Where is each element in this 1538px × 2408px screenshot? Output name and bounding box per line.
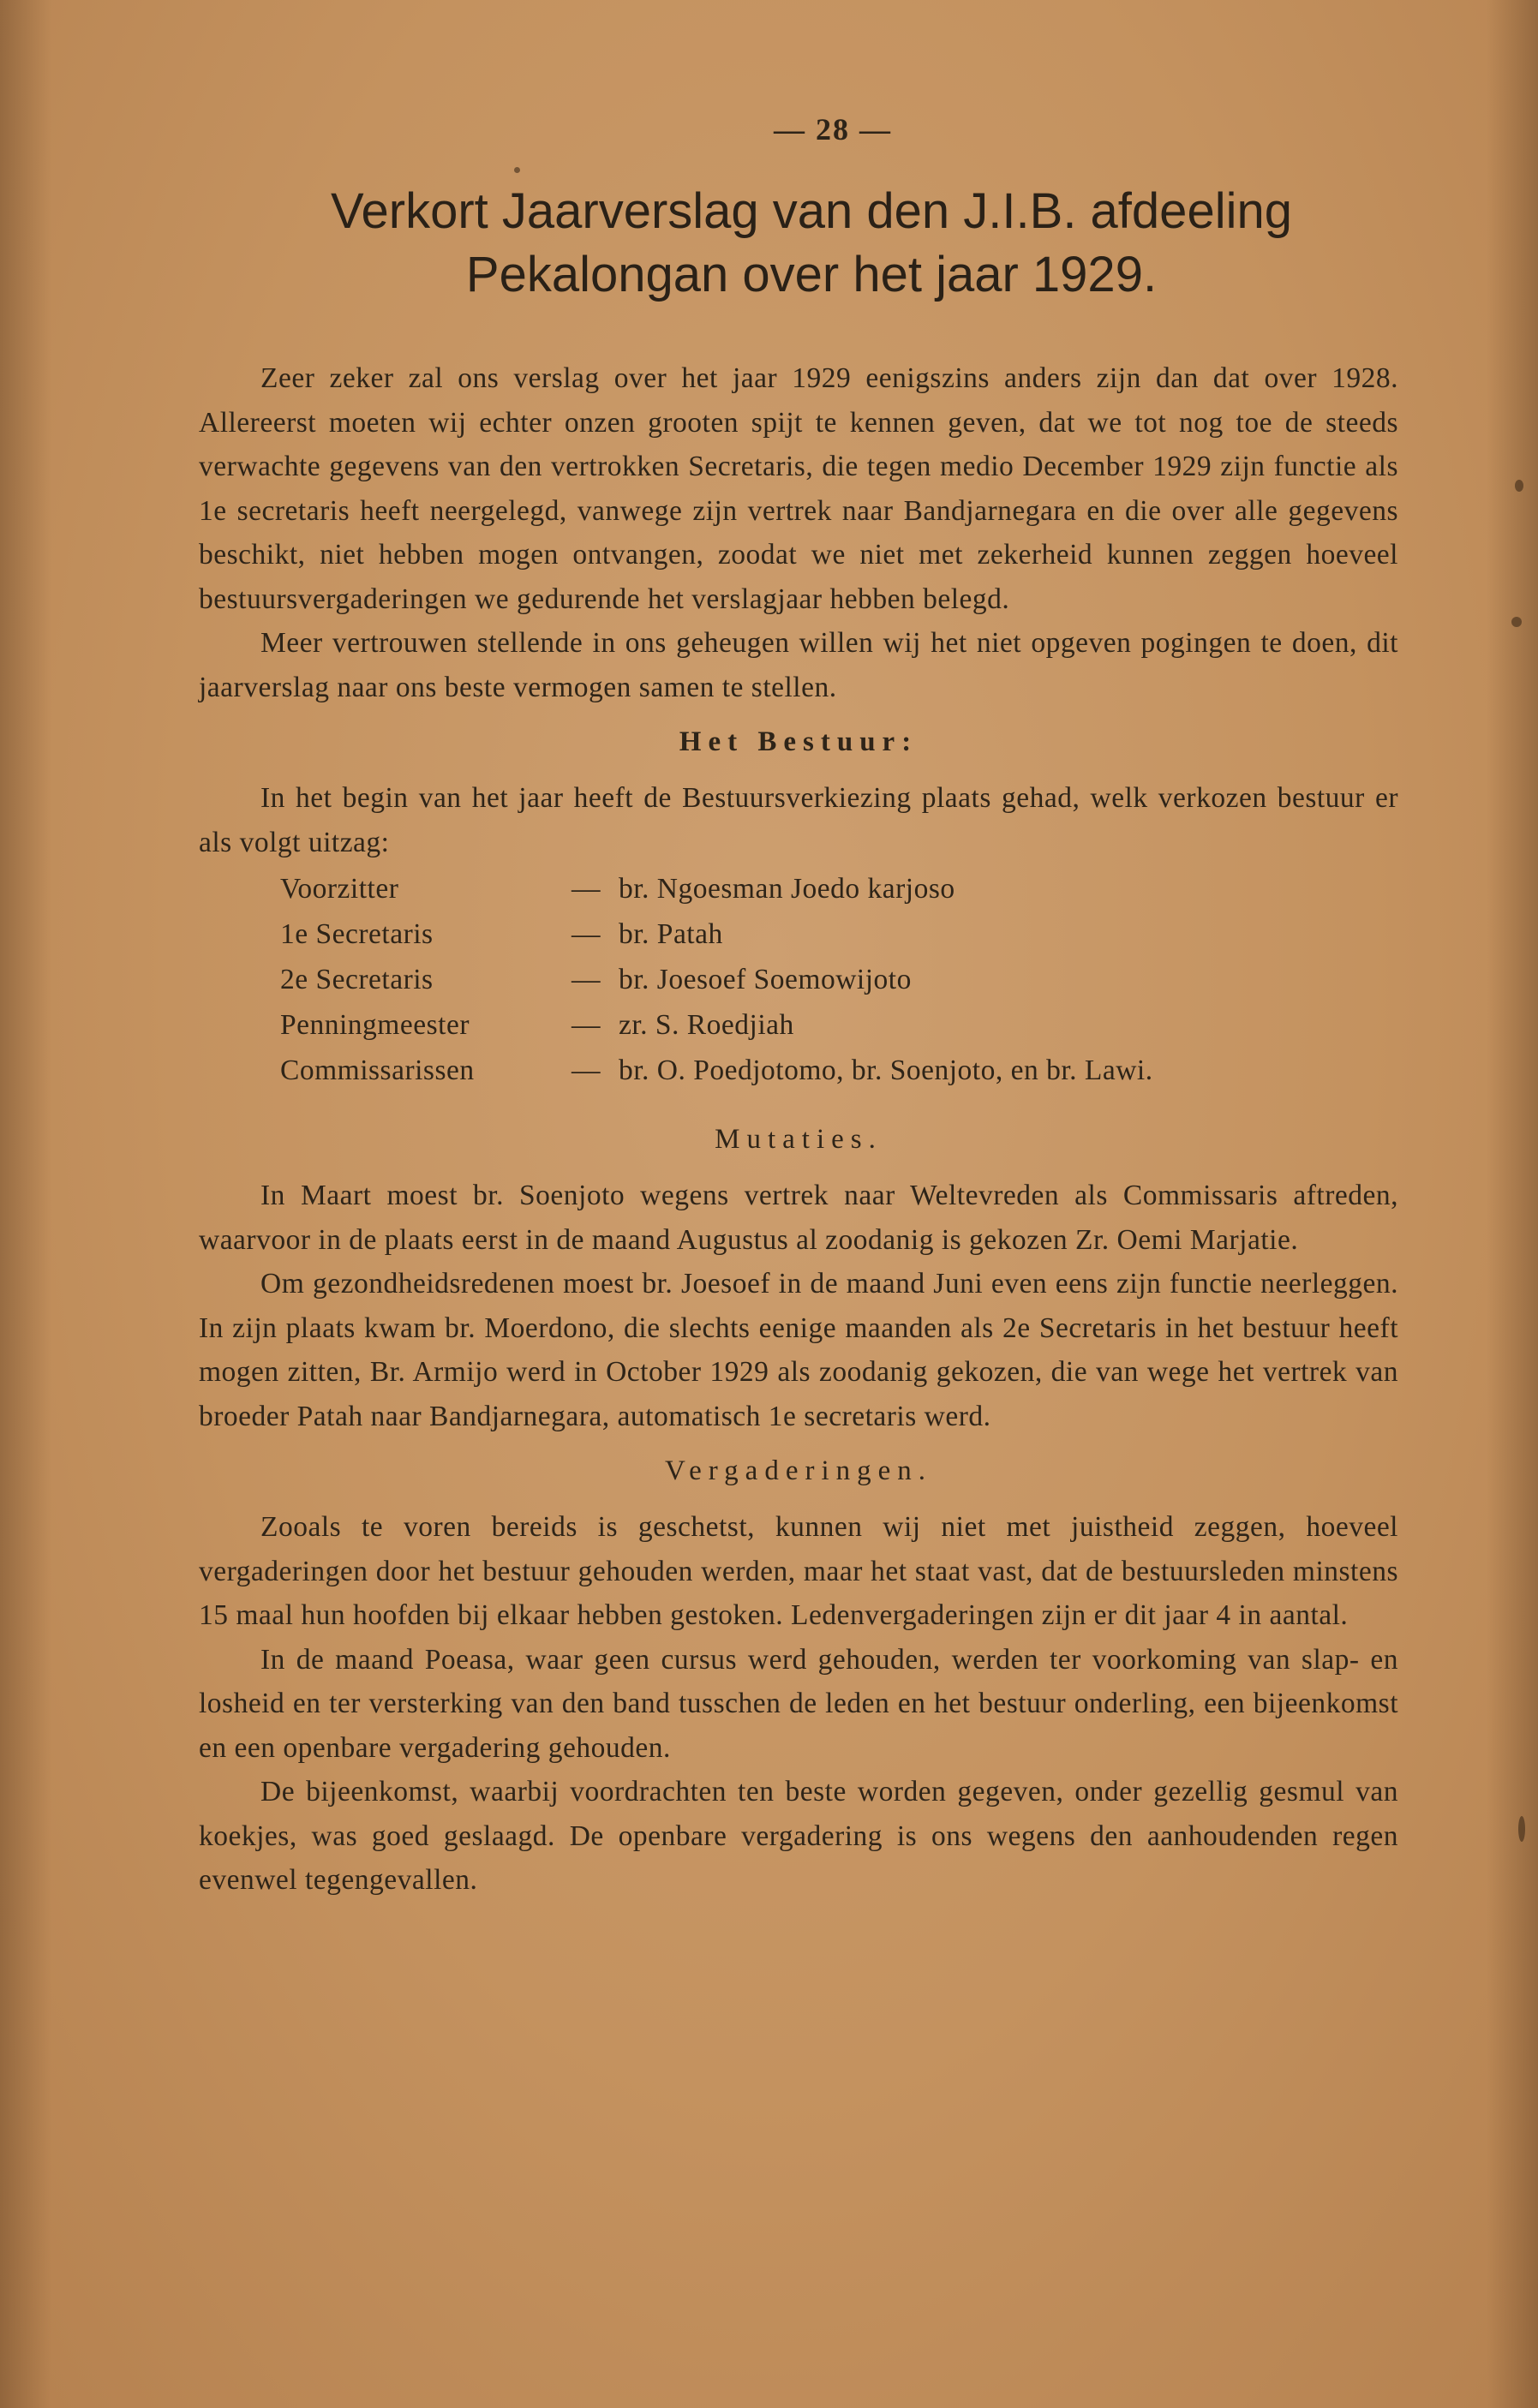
- paper-speck: [1518, 1816, 1525, 1842]
- roster-row: [280, 866, 1398, 911]
- board-roster: [280, 866, 1398, 1093]
- section-heading-bestuur: Het Bestuur:: [679, 726, 919, 757]
- roster-role: Commissarissen: [280, 1055, 475, 1086]
- roster-name: br. O. Poedjotomo, br. Soenjoto, en br. Lawi.: [619, 1055, 1153, 1086]
- document-body: [199, 111, 1398, 1903]
- intro-paragraph-1: Zeer zeker zal ons verslag over het jaar 1929 eenigszins anders zijn dan dat over 1928. Allereerst moeten wij echter onzen grooten spijt te kennen geven, dat we tot nog toe de steeds verwachte gegevens van den vertrokken Secretaris, die tegen medio December 1929 zijn functie als 1e secretaris heeft neergelegd, vanwege zijn vertrek naar Bandjarnegara en die over alle gegevens beschikt, niet hebben mogen ontvangen, zoodat we niet met zekerheid kunnen zeggen hoeveel bestuursvergaderingen we gedurende het verslagjaar hebben belegd.: [199, 362, 1398, 615]
- vergaderingen-paragraph-2: In de maand Poeasa, waar geen cursus werd gehouden, werden ter voorkoming van slap- en losheid en ter versterking van den band tusschen de leden en het bestuur onderling, een bijeenkomst en een openbare vergadering gehouden.: [199, 1643, 1398, 1764]
- title-line-2: Pekalongan over het jaar 1929.: [465, 247, 1158, 302]
- roster-role: Penningmeester: [280, 1009, 470, 1041]
- roster-role: 2e Secretaris: [280, 964, 434, 995]
- document-title: [224, 180, 1398, 307]
- roster-row: [280, 957, 1398, 1002]
- roster-row: [280, 1048, 1398, 1093]
- title-line-1: Verkort Jaarverslag van den J.I.B. afdeeling: [331, 183, 1292, 239]
- roster-dash: —: [572, 964, 601, 995]
- page-edge-shadow-left: [0, 0, 51, 2408]
- vergaderingen-paragraph-1: Zooals te voren bereids is geschetst, kunnen wij niet met juistheid zeggen, hoeveel vergaderingen door het bestuur gehouden werden, maar het staat vast, dat de bestuursleden minstens 15 maal hun hoofden bij elkaar hebben gestoken. Ledenvergaderingen zijn er dit jaar 4 in aantal.: [199, 1511, 1398, 1631]
- roster-dash: —: [572, 1009, 601, 1041]
- vergaderingen-paragraph-3: De bijeenkomst, waarbij voordrachten ten beste worden gegeven, onder gezellig gesmul van koekjes, was goed geslaagd. De openbare vergadering is ons wegens den aanhoudenden regen evenwel tegengevallen.: [199, 1776, 1398, 1896]
- roster-row: [280, 1002, 1398, 1048]
- roster-dash: —: [572, 873, 601, 905]
- roster-role: Voorzitter: [280, 873, 399, 905]
- mutaties-paragraph-1: In Maart moest br. Soenjoto wegens vertrek naar Weltevreden als Commissaris aftreden, waarvoor in de plaats eerst in de maand Augustus al zoodanig is gekozen Zr. Oemi Marjatie.: [199, 1180, 1398, 1256]
- bestuur-intro: In het begin van het jaar heeft de Bestuursverkiezing plaats gehad, welk verkozen bestuur er als volgt uitzag:: [199, 782, 1398, 858]
- intro-paragraph-2: Meer vertrouwen stellende in ons geheugen willen wij het niet opgeven pogingen te doen, dit jaarverslag naar ons beste vermogen samen te stellen.: [199, 627, 1398, 703]
- roster-dash: —: [572, 1055, 601, 1086]
- roster-role: 1e Secretaris: [280, 918, 434, 950]
- roster-dash: —: [572, 918, 601, 950]
- section-heading-vergaderingen: Vergaderingen.: [664, 1455, 933, 1486]
- paper-speck: [1511, 617, 1522, 627]
- page-edge-shadow-right: [1487, 0, 1538, 2408]
- section-heading-mutaties: Mutaties.: [715, 1124, 883, 1155]
- paper-speck: [1515, 480, 1523, 492]
- roster-name: br. Patah: [619, 918, 723, 950]
- roster-name: br. Joesoef Soemowijoto: [619, 964, 912, 995]
- mutaties-paragraph-2: Om gezondheidsredenen moest br. Joesoef in de maand Juni even eens zijn functie neerleggen. In zijn plaats kwam br. Moerdono, die slechts eenige maanden als 2e Secretaris in het bestuur heeft mogen zitten, Br. Armijo werd in October 1929 als zoodanig gekozen, die van wege het vertrek van broeder Patah naar Bandjarnegara, automatisch 1e secretaris werd.: [199, 1268, 1398, 1432]
- page-number: — 28 —: [774, 112, 892, 146]
- roster-name: zr. S. Roedjiah: [619, 1009, 794, 1041]
- roster-name: br. Ngoesman Joedo karjoso: [619, 873, 955, 905]
- roster-row: [280, 911, 1398, 957]
